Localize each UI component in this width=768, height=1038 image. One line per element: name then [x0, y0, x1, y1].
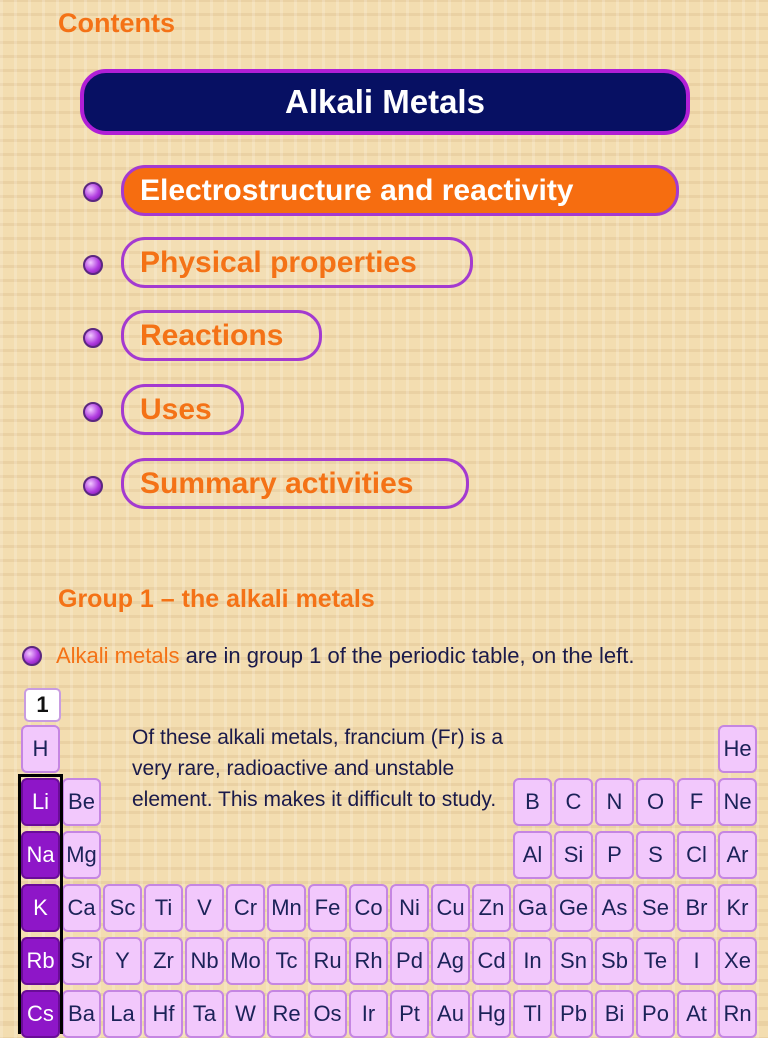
bullet-icon: [83, 402, 103, 422]
element-ni-cell: Ni: [390, 884, 429, 932]
element-be-cell: Be: [62, 778, 101, 826]
element-kr-cell: Kr: [718, 884, 757, 932]
element-s-cell: S: [636, 831, 675, 879]
element-sn-cell: Sn: [554, 937, 593, 985]
element-ir-cell: Ir: [349, 990, 388, 1038]
intro-text-rest: are in group 1 of the periodic table, on the left.: [179, 643, 635, 668]
element-sr-cell: Sr: [62, 937, 101, 985]
element-tc-cell: Tc: [267, 937, 306, 985]
element-co-cell: Co: [349, 884, 388, 932]
element-cs-cell: Cs: [21, 990, 60, 1038]
element-mn-cell: Mn: [267, 884, 306, 932]
element-pb-cell: Pb: [554, 990, 593, 1038]
element-bi-cell: Bi: [595, 990, 634, 1038]
element-li-cell: Li: [21, 778, 60, 826]
element-nb-cell: Nb: [185, 937, 224, 985]
element-w-cell: W: [226, 990, 265, 1038]
bullet-icon: [83, 476, 103, 496]
alkali-metals-keyword: Alkali metals: [56, 643, 180, 668]
element-po-cell: Po: [636, 990, 675, 1038]
element-y-cell: Y: [103, 937, 142, 985]
bullet-icon: [22, 646, 42, 666]
bullet-icon: [83, 328, 103, 348]
element-sc-cell: Sc: [103, 884, 142, 932]
bullet-icon: [83, 182, 103, 202]
element-hg-cell: Hg: [472, 990, 511, 1038]
element-ge-cell: Ge: [554, 884, 593, 932]
menu-summary-activities-button[interactable]: Summary activities: [121, 458, 469, 509]
menu-electrostructure-button[interactable]: Electrostructure and reactivity: [121, 165, 679, 216]
element-ag-cell: Ag: [431, 937, 470, 985]
element-b-cell: B: [513, 778, 552, 826]
group-1-label: 1: [24, 688, 61, 722]
element-o-cell: O: [636, 778, 675, 826]
element-as-cell: As: [595, 884, 634, 932]
intro-text: [56, 643, 634, 669]
element-xe-cell: Xe: [718, 937, 757, 985]
page-title: Alkali Metals: [80, 69, 690, 135]
element-ar-cell: Ar: [718, 831, 757, 879]
element-te-cell: Te: [636, 937, 675, 985]
element-re-cell: Re: [267, 990, 306, 1038]
element-fe-cell: Fe: [308, 884, 347, 932]
element-si-cell: Si: [554, 831, 593, 879]
element-na-cell: Na: [21, 831, 60, 879]
element-hf-cell: Hf: [144, 990, 183, 1038]
menu-physical-properties-button[interactable]: Physical properties: [121, 237, 473, 288]
element-ne-cell: Ne: [718, 778, 757, 826]
element-zn-cell: Zn: [472, 884, 511, 932]
alkali-group-highlight: [18, 774, 63, 1034]
element-i-cell: I: [677, 937, 716, 985]
element-ru-cell: Ru: [308, 937, 347, 985]
element-sb-cell: Sb: [595, 937, 634, 985]
element-at-cell: At: [677, 990, 716, 1038]
element-p-cell: P: [595, 831, 634, 879]
element-ti-cell: Ti: [144, 884, 183, 932]
element-al-cell: Al: [513, 831, 552, 879]
element-mo-cell: Mo: [226, 937, 265, 985]
element-pd-cell: Pd: [390, 937, 429, 985]
menu-uses-button[interactable]: Uses: [121, 384, 244, 435]
element-cr-cell: Cr: [226, 884, 265, 932]
element-cl-cell: Cl: [677, 831, 716, 879]
element-rh-cell: Rh: [349, 937, 388, 985]
element-rb-cell: Rb: [21, 937, 60, 985]
contents-heading: Contents: [58, 8, 175, 38]
element-v-cell: V: [185, 884, 224, 932]
element-cu-cell: Cu: [431, 884, 470, 932]
element-tl-cell: Tl: [513, 990, 552, 1038]
element-pt-cell: Pt: [390, 990, 429, 1038]
element-mg-cell: Mg: [62, 831, 101, 879]
element-ca-cell: Ca: [62, 884, 101, 932]
menu-reactions-button[interactable]: Reactions: [121, 310, 322, 361]
element-os-cell: Os: [308, 990, 347, 1038]
element-ba-cell: Ba: [62, 990, 101, 1038]
element-br-cell: Br: [677, 884, 716, 932]
element-au-cell: Au: [431, 990, 470, 1038]
element-la-cell: La: [103, 990, 142, 1038]
element-se-cell: Se: [636, 884, 675, 932]
bullet-icon: [83, 255, 103, 275]
element-f-cell: F: [677, 778, 716, 826]
element-in-cell: In: [513, 937, 552, 985]
element-c-cell: C: [554, 778, 593, 826]
element-k-cell: K: [21, 884, 60, 932]
francium-note: Of these alkali metals, francium (Fr) is a very rare, radioactive and unstable element. This makes it difficult to study.: [132, 726, 504, 811]
element-ta-cell: Ta: [185, 990, 224, 1038]
element-rn-cell: Rn: [718, 990, 757, 1038]
section-heading: Group 1 – the alkali metals: [58, 585, 375, 613]
element-he-cell: He: [718, 725, 757, 773]
element-h-cell: H: [21, 725, 60, 773]
element-ga-cell: Ga: [513, 884, 552, 932]
element-n-cell: N: [595, 778, 634, 826]
element-zr-cell: Zr: [144, 937, 183, 985]
element-cd-cell: Cd: [472, 937, 511, 985]
